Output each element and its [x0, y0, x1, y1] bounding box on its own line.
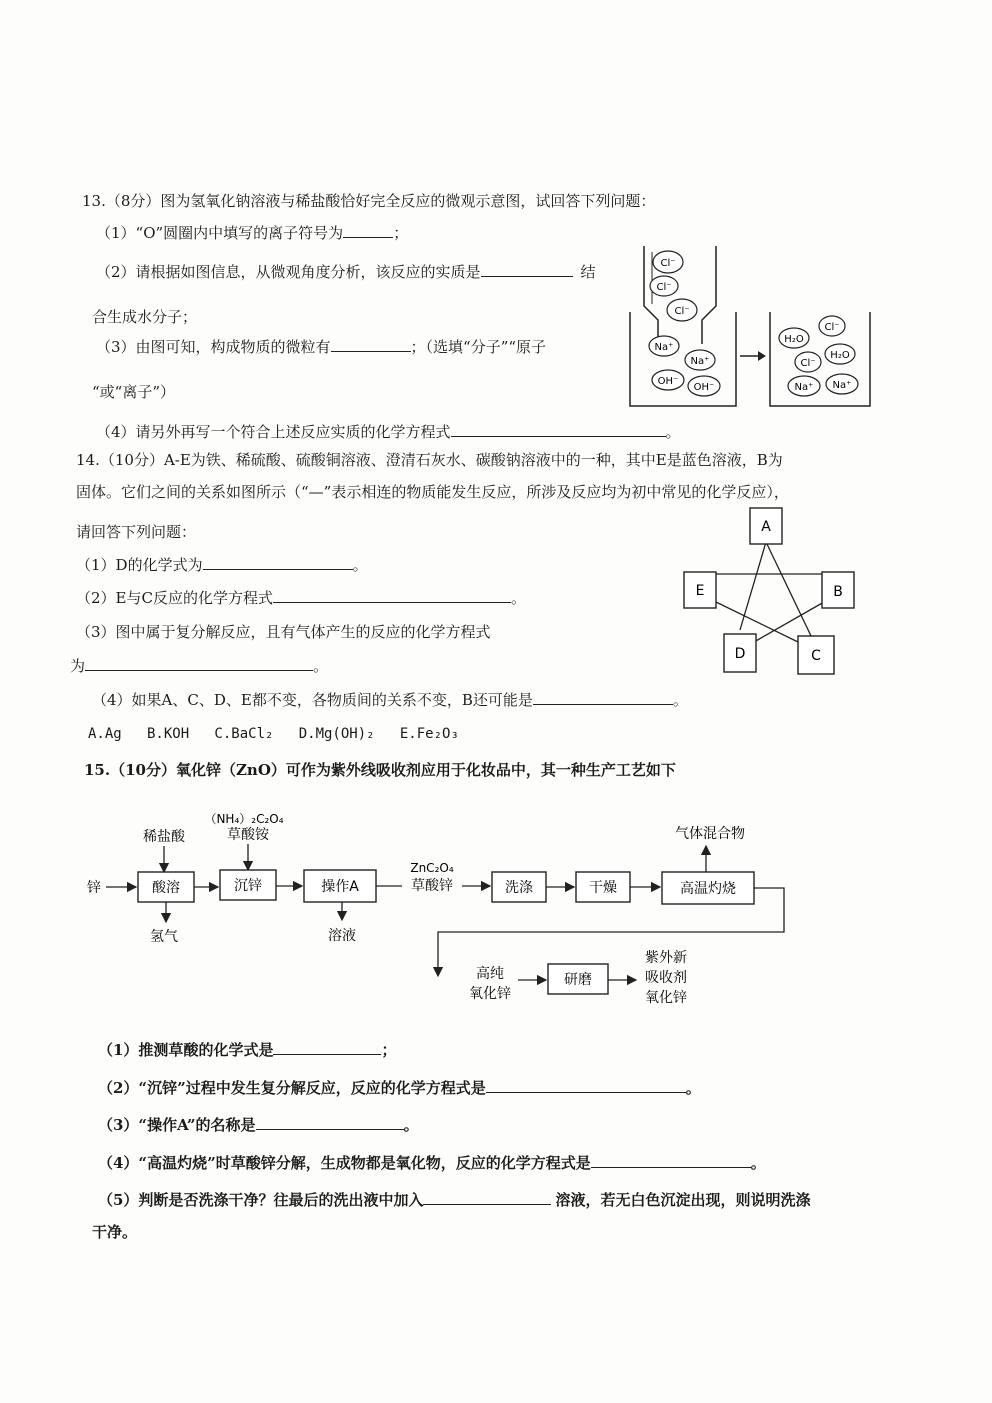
q15-part4-text: （4）“高温灼烧”时草酸锌分解，生成物都是氧化物，反应的化学方程式是 [98, 1154, 591, 1172]
right-ion-3-label: Cl⁻ [800, 358, 816, 369]
q15-part2-end: 。 [685, 1079, 701, 1097]
q15-part5 [98, 1190, 810, 1210]
q13-stem: 13.（8分）图为氢氧化钠溶液与稀盐酸恰好完全反应的微观示意图，试回答下列问题： [82, 192, 656, 210]
q13-part1-end: ； [393, 224, 409, 242]
q14-part4-text: （4）如果A、C、D、E都不变，各物质间的关系不变，B还可能是 [92, 691, 533, 709]
q15-part5-mid: 溶液，若无白色沉淀出现，则说明洗涤 [555, 1191, 811, 1209]
flow-znc2o4-formula: ZnC₂O₄ [410, 861, 454, 875]
edge-a-c [766, 542, 812, 638]
flow-calcine: 高温灼烧 [680, 881, 736, 897]
q14-part3-cont-text: 为 [70, 657, 86, 675]
q14-part4-end: 。 [672, 691, 688, 709]
q13-part4-text: （4）请另外再写一个符合上述反应实质的化学方程式 [96, 423, 451, 441]
flow-pure-1: 高纯 [476, 966, 504, 982]
q14-stem-2: 固体。它们之间的关系如图所示（“—”表示相连的物质能发生反应，所涉及反应均为初中常见的化学反应）， [76, 483, 789, 501]
q15-process-flow [86, 808, 806, 1018]
right-ion-2-label: Cl⁻ [824, 322, 840, 333]
flow-znc2o4-name: 草酸锌 [411, 878, 453, 894]
left-ion-3-label: OH⁻ [657, 376, 679, 387]
q15-answer-4[interactable] [591, 1153, 751, 1168]
q15-answer-1[interactable] [273, 1040, 381, 1055]
q14-stem-3: 请回答下列问题： [76, 523, 197, 541]
q13-part4-end: 。 [665, 423, 681, 441]
q14-part1-text: （1）D的化学式为 [76, 556, 203, 574]
q13-part4 [96, 422, 681, 442]
flow-product-3: 氧化锌 [645, 990, 687, 1006]
q14-options: A.Ag B.KOH C.BaCl₂ D.Mg(OH)₂ E.Fe₂O₃ [88, 726, 459, 742]
q14-answer-4[interactable] [533, 690, 673, 705]
arrow-head-icon [758, 351, 766, 361]
flow-grind: 研磨 [564, 972, 592, 988]
right-ion-6-label: Na⁺ [832, 380, 852, 391]
q13-answer-3[interactable] [331, 337, 411, 352]
q14-stem-1: 14.（10分）A-E为铁、稀硫酸、硫酸铜溶液、澄清石灰水、碳酸钠溶液中的一种，其中E是蓝色溶液，B为 [76, 451, 783, 469]
q13-part2-text: （2）请根据如图信息，从微观角度分析，该反应的实质是 [96, 263, 481, 281]
q15-part3-text: （3）“操作A”的名称是 [98, 1116, 256, 1134]
q14-part2-text: （2）E与C反应的化学方程式 [76, 589, 273, 607]
q13-part3 [96, 337, 546, 357]
drop-ion-1-label: Cl⁻ [660, 258, 676, 269]
flow-opA: 操作A [321, 879, 359, 895]
flow-product-1: 紫外新 [645, 950, 687, 966]
flow-pure-2: 氧化锌 [469, 986, 511, 1002]
q15-answer-2[interactable] [486, 1078, 686, 1093]
q15-part3-end: 。 [403, 1116, 419, 1134]
q15-part4 [98, 1153, 766, 1173]
q14-part3-cont [70, 656, 328, 676]
q14-part4 [92, 690, 688, 710]
q15-part2-text: （2）“沉锌”过程中发生复分解反应，反应的化学方程式是 [98, 1079, 486, 1097]
q15-part5-text: （5）判断是否洗涤干净？往最后的洗出液中加入 [98, 1191, 424, 1209]
q15-answer-5[interactable] [423, 1190, 551, 1205]
edge-a-d [740, 542, 766, 630]
q13-answer-1[interactable] [343, 223, 393, 238]
right-ion-1-label: H₂O [784, 334, 804, 345]
flow-zinc: 锌 [87, 880, 101, 896]
q14-part3-end: 。 [313, 657, 329, 675]
q14-part2-end: 。 [510, 589, 526, 607]
q15-stem: 15.（10分）氧化锌（ZnO）可作为紫外线吸收剂应用于化妆品中，其一种生产工艺如下 [84, 761, 676, 779]
flow-oxalate-formula: （NH₄）₂C₂O₄ [204, 812, 284, 826]
flow-solution: 溶液 [328, 928, 356, 944]
flow-oxalate-name: 草酸铵 [227, 827, 269, 843]
q14-part2 [76, 588, 526, 608]
flow-gas: 气体混合物 [675, 826, 745, 842]
q13-part2 [96, 262, 596, 282]
right-ion-5-label: Na⁺ [794, 382, 814, 393]
q13-answer-2[interactable] [481, 262, 573, 277]
left-ion-2-label: Na⁺ [690, 356, 710, 367]
flow-hcl: 稀盐酸 [143, 829, 185, 845]
flow-h2: 氢气 [150, 929, 178, 945]
q15-part3 [98, 1115, 419, 1135]
node-d-label: D [734, 646, 746, 662]
q14-part1 [76, 555, 368, 575]
node-a-label: A [761, 519, 771, 535]
q13-part1 [96, 223, 408, 243]
q14-part3: （3）图中属于复分解反应，且有气体产生的反应的化学方程式 [76, 623, 491, 641]
drop-ion-2-label: Cl⁻ [656, 282, 672, 293]
q15-answer-3[interactable] [256, 1115, 404, 1130]
q14-answer-2[interactable] [273, 588, 511, 603]
q15-part1-end: ； [381, 1041, 397, 1059]
q14-answer-3[interactable] [85, 656, 313, 671]
flow-product-2: 吸收剂 [645, 970, 687, 986]
node-e-label: E [695, 583, 705, 599]
node-c-label: C [811, 648, 821, 664]
left-ion-1-label: Na⁺ [654, 342, 674, 353]
q14-relation-diagram [678, 502, 868, 682]
q13-reaction-diagram [624, 238, 884, 438]
right-ion-4-label: H₂O [830, 350, 850, 361]
q15-part1-text: （1）推测草酸的化学式是 [98, 1041, 274, 1059]
left-ion-4-label: OH⁻ [693, 382, 715, 393]
drop-ion-3-label: Cl⁻ [674, 306, 690, 317]
q13-part2-cont: 合生成水分子； [92, 308, 198, 326]
flow-wash: 洗涤 [505, 880, 533, 896]
q13-part3-end: ；（选填“分子”“原子 [410, 338, 547, 356]
q14-part1-end: 。 [352, 556, 368, 574]
flow-dry: 干燥 [589, 880, 617, 896]
q13-part2-end: 结 [580, 263, 596, 281]
q15-part1 [98, 1040, 396, 1060]
flow-dissolve: 酸溶 [152, 880, 180, 896]
q14-answer-1[interactable] [203, 555, 353, 570]
q15-part4-end: 。 [750, 1154, 766, 1172]
q13-part3-cont: “或“离子”） [92, 383, 176, 401]
left-beaker [630, 312, 736, 406]
q13-part1-text: （1）“O”圆圈内中填写的离子符号为 [96, 224, 344, 242]
q15-part2 [98, 1078, 701, 1098]
flow-precip: 沉锌 [234, 878, 262, 894]
q15-part5-cont: 干净。 [92, 1223, 138, 1241]
node-b-label: B [833, 584, 843, 600]
q13-part3-text: （3）由图可知，构成物质的微粒有 [96, 338, 331, 356]
